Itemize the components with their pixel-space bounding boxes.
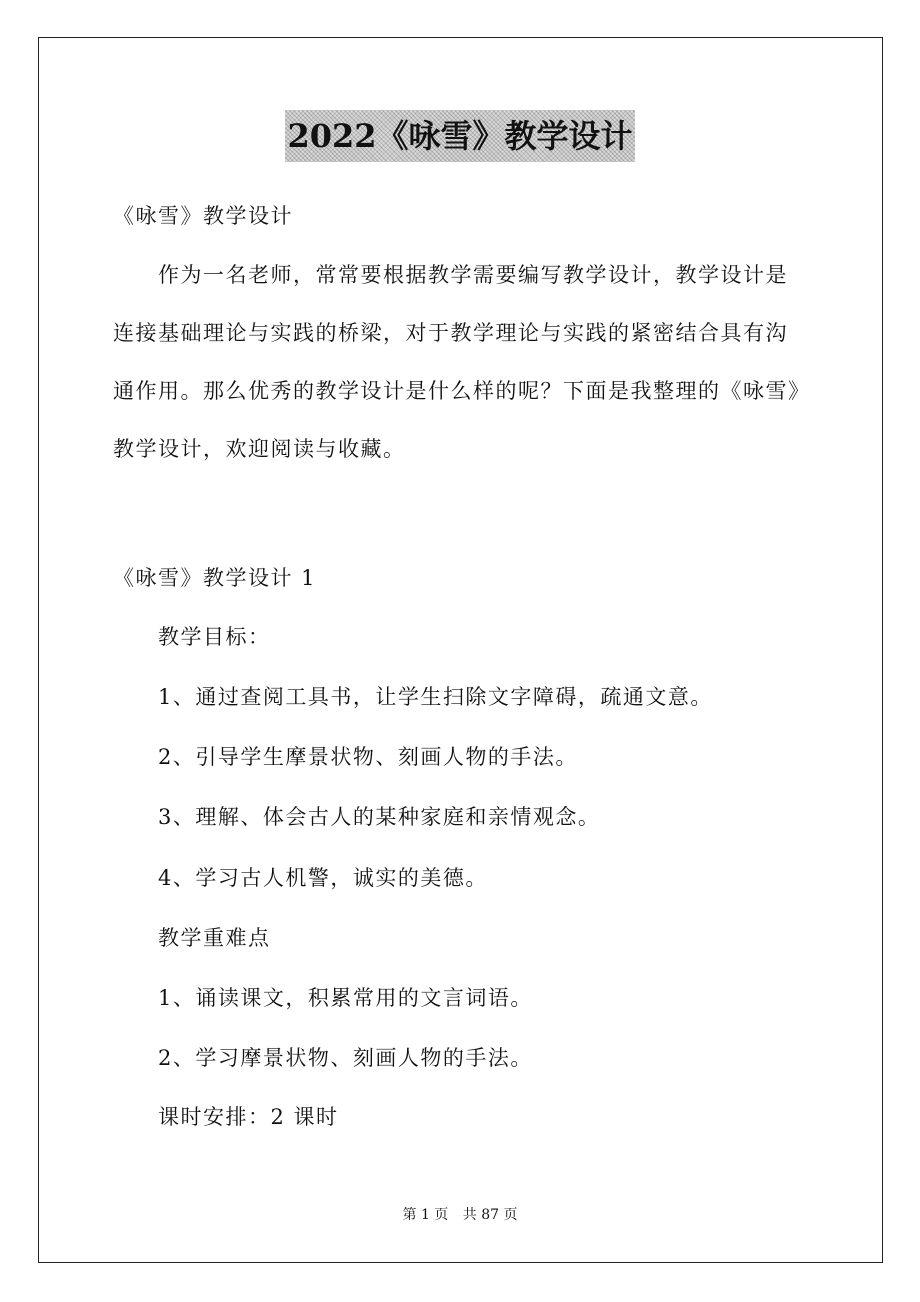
section-heading: 《咏雪》教学设计 1 [113, 566, 317, 590]
page-footer [0, 1205, 920, 1225]
page-total: 共 87 页 [462, 1207, 518, 1223]
document-title: 2022《咏雪》教学设计 [285, 110, 634, 162]
difficulty-item: 2、学习摩景状物、刻画人物的手法。 [158, 1046, 533, 1070]
difficulties-label: 教学重难点 [158, 926, 271, 950]
objective-item: 4、学习古人机警，诚实的美德。 [158, 866, 488, 890]
schedule-line: 课时安排：2 课时 [158, 1105, 339, 1129]
difficulty-item: 1、诵读课文，积累常用的文言词语。 [158, 986, 533, 1010]
objective-item: 3、理解、体会古人的某种家庭和亲情观念。 [158, 805, 601, 829]
intro-line: 教学设计，欢迎阅读与收藏。 [113, 437, 406, 461]
objective-item: 1、通过查阅工具书，让学生扫除文字障碍，疏通文意。 [158, 685, 713, 709]
objective-item: 2、引导学生摩景状物、刻画人物的手法。 [158, 745, 578, 769]
intro-line: 通作用。那么优秀的教学设计是什么样的呢？下面是我整理的《咏雪》 [113, 379, 811, 403]
intro-paragraph [113, 259, 813, 491]
intro-line: 作为一名老师，常常要根据教学需要编写教学设计，教学设计是 [158, 263, 788, 287]
title-container [0, 110, 920, 162]
page-number: 第 1 页 [402, 1207, 449, 1223]
document-subtitle: 《咏雪》教学设计 [113, 204, 293, 228]
objectives-label: 教学目标： [158, 625, 271, 649]
intro-line: 连接基础理论与实践的桥梁，对于教学理论与实践的紧密结合具有沟 [113, 321, 788, 345]
